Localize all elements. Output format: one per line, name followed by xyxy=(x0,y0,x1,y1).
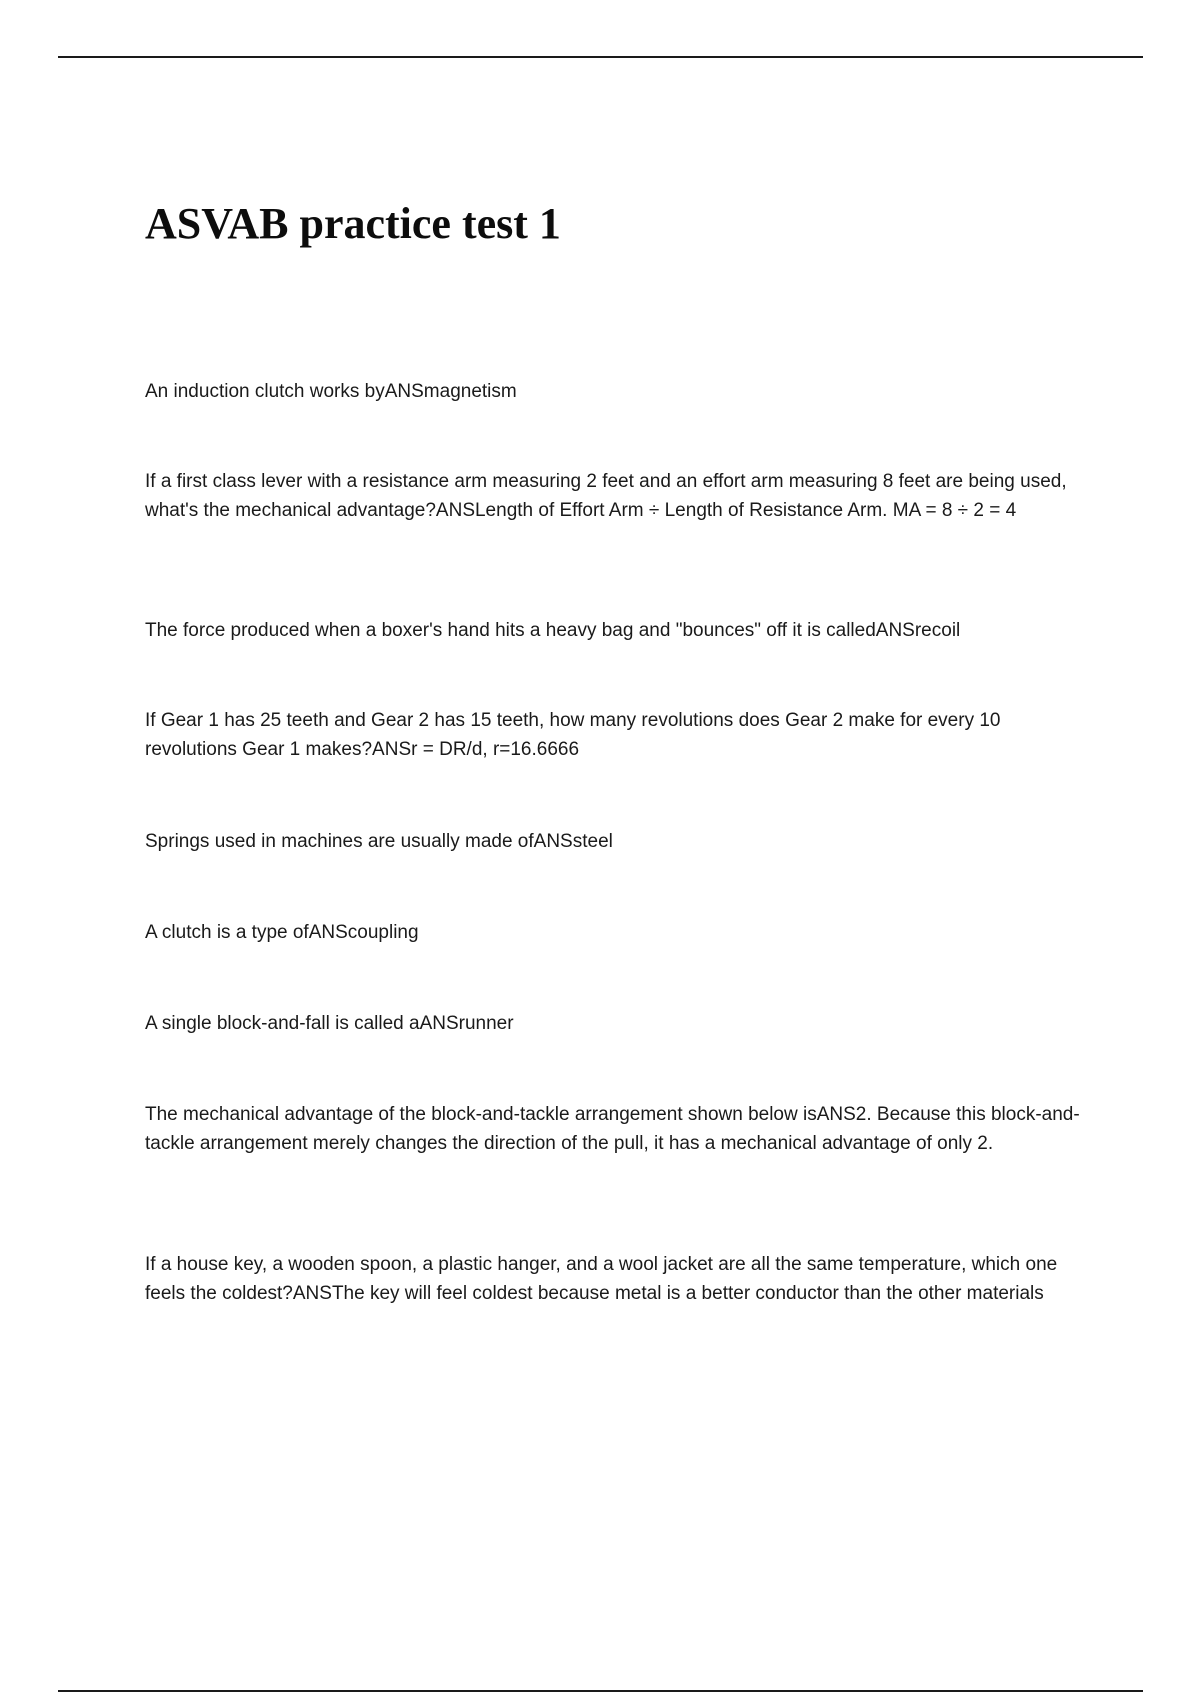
qa-item-7: A single block-and-fall is called aANSrunner xyxy=(145,1013,514,1034)
qa-item-5: Springs used in machines are usually made ofANSsteel xyxy=(145,831,613,852)
qa-item-3: The force produced when a boxer's hand hits a heavy bag and "bounces" off it is calledANSrecoil xyxy=(145,620,961,641)
qa-item-9: If a house key, a wooden spoon, a plastic hanger, and a wool jacket are all the same temperature, which one feels the coldest?ANSThe key will feel coldest because metal is a better conductor than the other materials xyxy=(145,1254,1058,1304)
qa-item-1: An induction clutch works byANSmagnetism xyxy=(145,381,517,402)
top-divider xyxy=(58,56,1143,58)
qa-item-4: If Gear 1 has 25 teeth and Gear 2 has 15 teeth, how many revolutions does Gear 2 make for every 10 revolutions Gear 1 makes?ANSr = DR/d, r=16.6666 xyxy=(145,710,1001,760)
qa-item-2: If a first class lever with a resistance arm measuring 2 feet and an effort arm measuring 8 feet are being used, what's the mechanical advantage?ANSLength of Effort Arm ÷ Length of Resistance Arm. MA = 8 ÷ 2 = 4 xyxy=(145,471,1067,521)
qa-item-8: The mechanical advantage of the block-and-tackle arrangement shown below isANS2. Because this block-and-tackle arrangement merely changes the direction of the pull, it has a mechanical advantage of only 2. xyxy=(145,1104,1080,1154)
bottom-divider xyxy=(58,1690,1143,1692)
page-title: ASVAB practice test 1 xyxy=(145,199,561,248)
qa-item-6: A clutch is a type ofANScoupling xyxy=(145,922,419,943)
